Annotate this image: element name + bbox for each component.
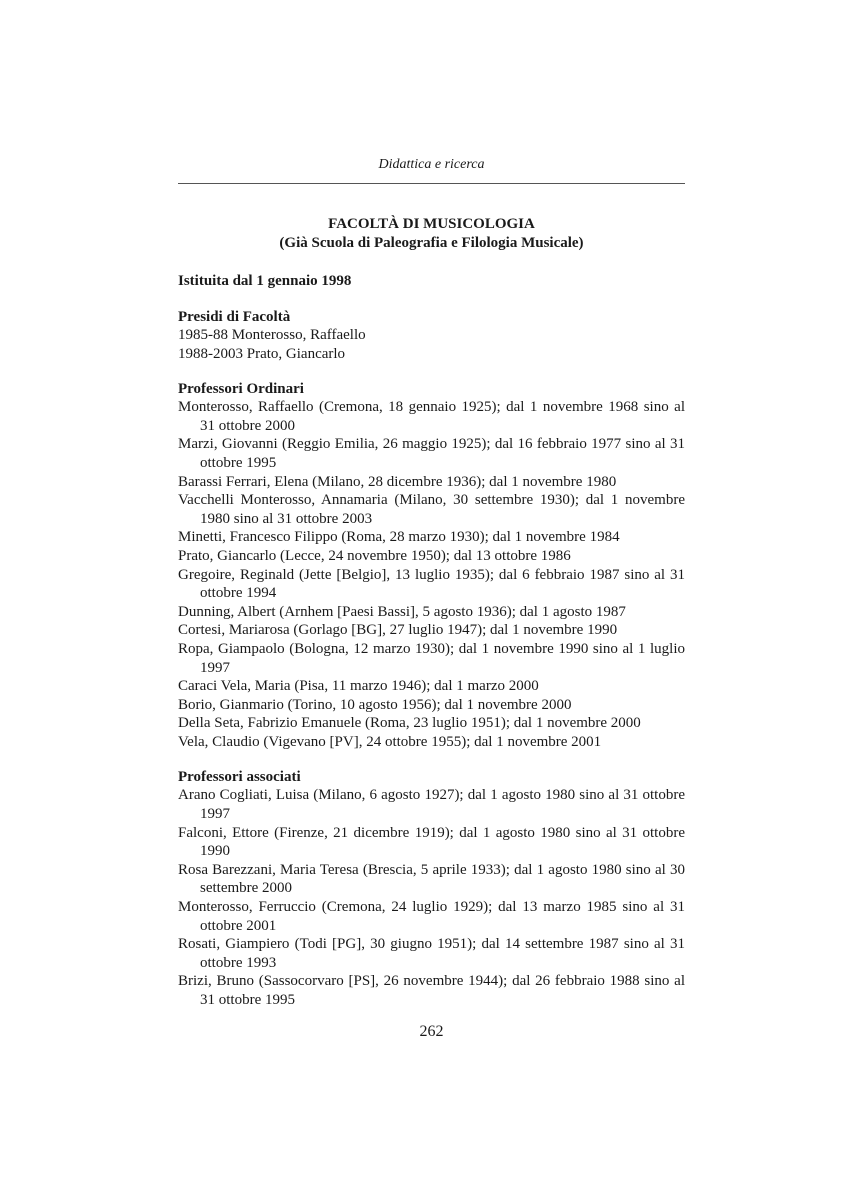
list-item: Vela, Claudio (Vigevano [PV], 24 ottobre 1955); dal 1 novembre 2001 — [178, 733, 602, 750]
title-line-2: (Già Scuola di Paleografia e Filologia Musicale) — [279, 235, 584, 251]
section-professori-associati — [178, 768, 685, 1009]
list-item: Brizi, Bruno (Sassocorvaro [PS], 26 novembre 1944); dal 26 febbraio 1988 sino al 31 ottobre 1995 — [178, 973, 685, 1008]
established-date: Istituita dal 1 gennaio 1998 — [178, 273, 352, 289]
list-item: 1985-88 Monterosso, Raffaello — [178, 327, 366, 343]
list-item: Prato, Giancarlo (Lecce, 24 novembre 1950); dal 13 ottobre 1986 — [178, 547, 571, 564]
section-heading: Professori associati — [178, 769, 301, 786]
list-item: Ropa, Giampaolo (Bologna, 12 marzo 1930); dal 1 novembre 1990 sino al 1 luglio 1997 — [178, 640, 685, 676]
list-item: Cortesi, Mariarosa (Gorlago [BG], 27 luglio 1947); dal 1 novembre 1990 — [178, 622, 618, 639]
list-item: Monterosso, Ferruccio (Cremona, 24 luglio 1929); dal 13 marzo 1985 sino al 31 ottobre 2001 — [178, 899, 685, 934]
list-item: Caraci Vela, Maria (Pisa, 11 marzo 1946); dal 1 marzo 2000 — [178, 678, 539, 695]
list-item: Rosa Barezzani, Maria Teresa (Brescia, 5 aprile 1933); dal 1 agosto 1980 sino al 30 settembre 2000 — [178, 861, 685, 897]
list-item: Arano Cogliati, Luisa (Milano, 6 agosto 1927); dal 1 agosto 1980 sino al 31 ottobre 1997 — [178, 787, 685, 823]
list-item: Rosati, Giampiero (Todi [PG], 30 giugno 1951); dal 14 settembre 1987 sino al 31 ottobre 1993 — [178, 936, 685, 971]
list-item: Dunning, Albert (Arnhem [Paesi Bassi], 5 agosto 1936); dal 1 agosto 1987 — [178, 603, 626, 620]
section-heading: Professori Ordinari — [178, 381, 304, 398]
list-item: Falconi, Ettore (Firenze, 21 dicembre 1919); dal 1 agosto 1980 sino al 31 ottobre 1990 — [178, 824, 685, 860]
running-head: Didattica e ricerca — [178, 156, 685, 184]
list-item: Borio, Gianmario (Torino, 10 agosto 1956); dal 1 novembre 2000 — [178, 696, 572, 713]
list-item: Marzi, Giovanni (Reggio Emilia, 26 maggio 1925); dal 16 febbraio 1977 sino al 31 ottobre 1995 — [178, 436, 685, 471]
section-presidi — [178, 308, 685, 363]
list-item: Barassi Ferrari, Elena (Milano, 28 dicembre 1936); dal 1 novembre 1980 — [178, 473, 617, 490]
section-heading: Presidi di Facoltà — [178, 309, 291, 325]
section-professori-ordinari — [178, 380, 685, 751]
list-item: Della Seta, Fabrizio Emanuele (Roma, 23 luglio 1951); dal 1 novembre 2000 — [178, 715, 641, 732]
page-body — [178, 150, 685, 1010]
title-line-1: FACOLTÀ DI MUSICOLOGIA — [328, 216, 535, 232]
list-item: Minetti, Francesco Filippo (Roma, 28 marzo 1930); dal 1 novembre 1984 — [178, 529, 620, 546]
list-item: 1988-2003 Prato, Giancarlo — [178, 345, 346, 362]
list-item: Monterosso, Raffaello (Cremona, 18 gennaio 1925); dal 1 novembre 1968 sino al 31 ottobre 2000 — [178, 399, 685, 434]
page-number: 262 — [419, 1023, 444, 1040]
list-item: Vacchelli Monterosso, Annamaria (Milano, 30 settembre 1930); dal 1 novembre 1980 sino al 31 ottobre 2003 — [178, 492, 685, 527]
faculty-title — [178, 215, 685, 253]
list-item: Gregoire, Reginald (Jette [Belgio], 13 luglio 1935); dal 6 febbraio 1987 sino al 31 ottobre 1994 — [178, 566, 685, 602]
